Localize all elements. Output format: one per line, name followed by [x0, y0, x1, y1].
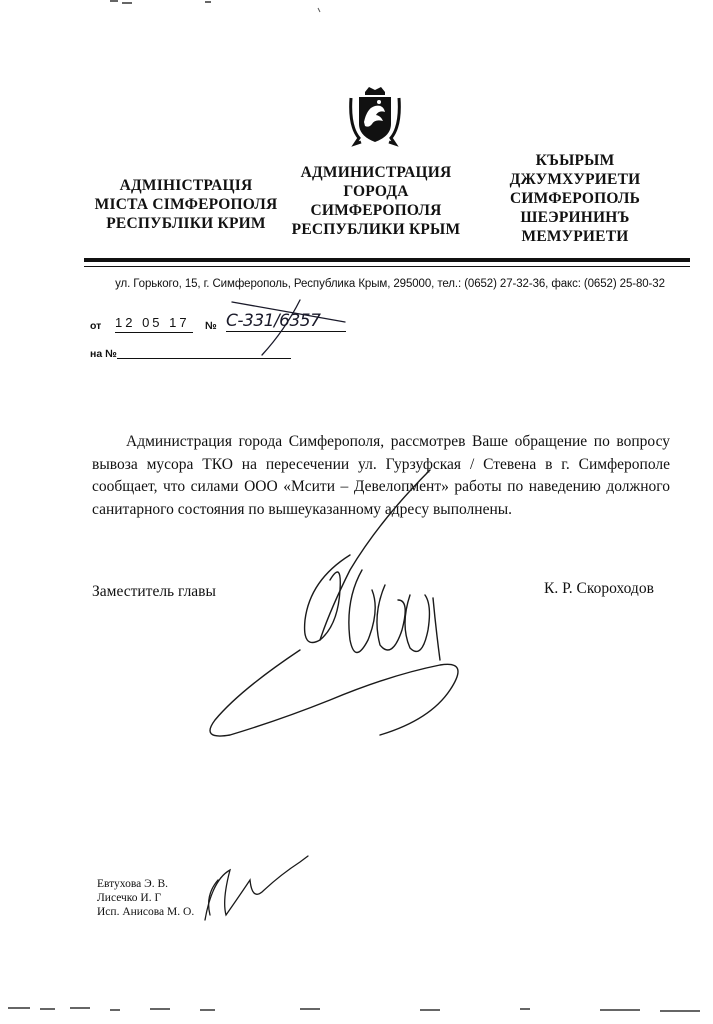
header-crimean-tatar-line-2: ДЖУМХУРИЕТИ — [509, 171, 641, 188]
crimea-coat-of-arms-icon — [345, 86, 405, 148]
signatory-name: К. Р. Скороходов — [544, 580, 654, 597]
executor-line: Исп. Анисова М. О. — [97, 906, 195, 918]
header-divider-thick — [84, 258, 690, 262]
header-crimean-tatar-line-1: КЪЫРЫМ — [535, 152, 615, 169]
executor-line: Лисечко И. Г — [97, 892, 162, 904]
header-crimean-tatar-line-3: СИМФЕРОПОЛЬ — [509, 190, 641, 207]
header-ukrainian-line-1: АДМІНІСТРАЦІЯ — [119, 177, 253, 194]
header-crimean-tatar-line-5: МЕМУРИЕТИ — [521, 228, 629, 245]
header-crimean-tatar — [482, 151, 668, 246]
number-value: С-331/6357 — [226, 311, 346, 332]
reference-line — [117, 358, 291, 359]
header-russian-line-2: ГОРОДА — [343, 183, 409, 200]
header-divider-thin — [84, 266, 690, 267]
signatory-position: Заместитель главы — [92, 583, 216, 600]
reference-label: на № — [90, 348, 117, 360]
date-label: от — [90, 320, 102, 332]
header-russian-line-4: РЕСПУБЛИКИ КРЫМ — [291, 221, 461, 238]
header-russian-line-1: АДМИНИСТРАЦИЯ — [300, 164, 452, 181]
header-russian-line-3: СИМФЕРОПОЛЯ — [310, 202, 442, 219]
address-line: ул. Горького, 15, г. Симферополь, Республика Крым, 295000, тел.: (0652) 27-32-36, факс: (0652) 25-80-32 — [115, 278, 665, 290]
letter-body: Администрация города Симферополя, рассмотрев Ваше обращение по вопросу вывоза мусора ТКО на пересечении ул. Гурзуфская / Стевена в г. Симферополе сообщает, что силами ООО «Мсити – Девелопмент» работы по наведению должного санитарного состояния по вышеуказанному адресу выполнены. — [92, 433, 670, 518]
header-crimean-tatar-line-4: ШЕЭРИНИНЪ — [520, 209, 630, 226]
scan-marks-bottom — [0, 994, 713, 1024]
number-label: № — [205, 320, 217, 332]
date-value: 12 05 17 — [115, 315, 193, 333]
executor-line: Евтухова Э. В. — [97, 878, 168, 890]
scan-marks-top — [0, 0, 713, 12]
header-ukrainian-line-2: МІСТА СІМФЕРОПОЛЯ — [94, 196, 278, 213]
header-russian — [280, 163, 472, 239]
header-ukrainian-line-3: РЕСПУБЛІКИ КРИМ — [106, 215, 266, 232]
header-ukrainian — [80, 176, 292, 233]
